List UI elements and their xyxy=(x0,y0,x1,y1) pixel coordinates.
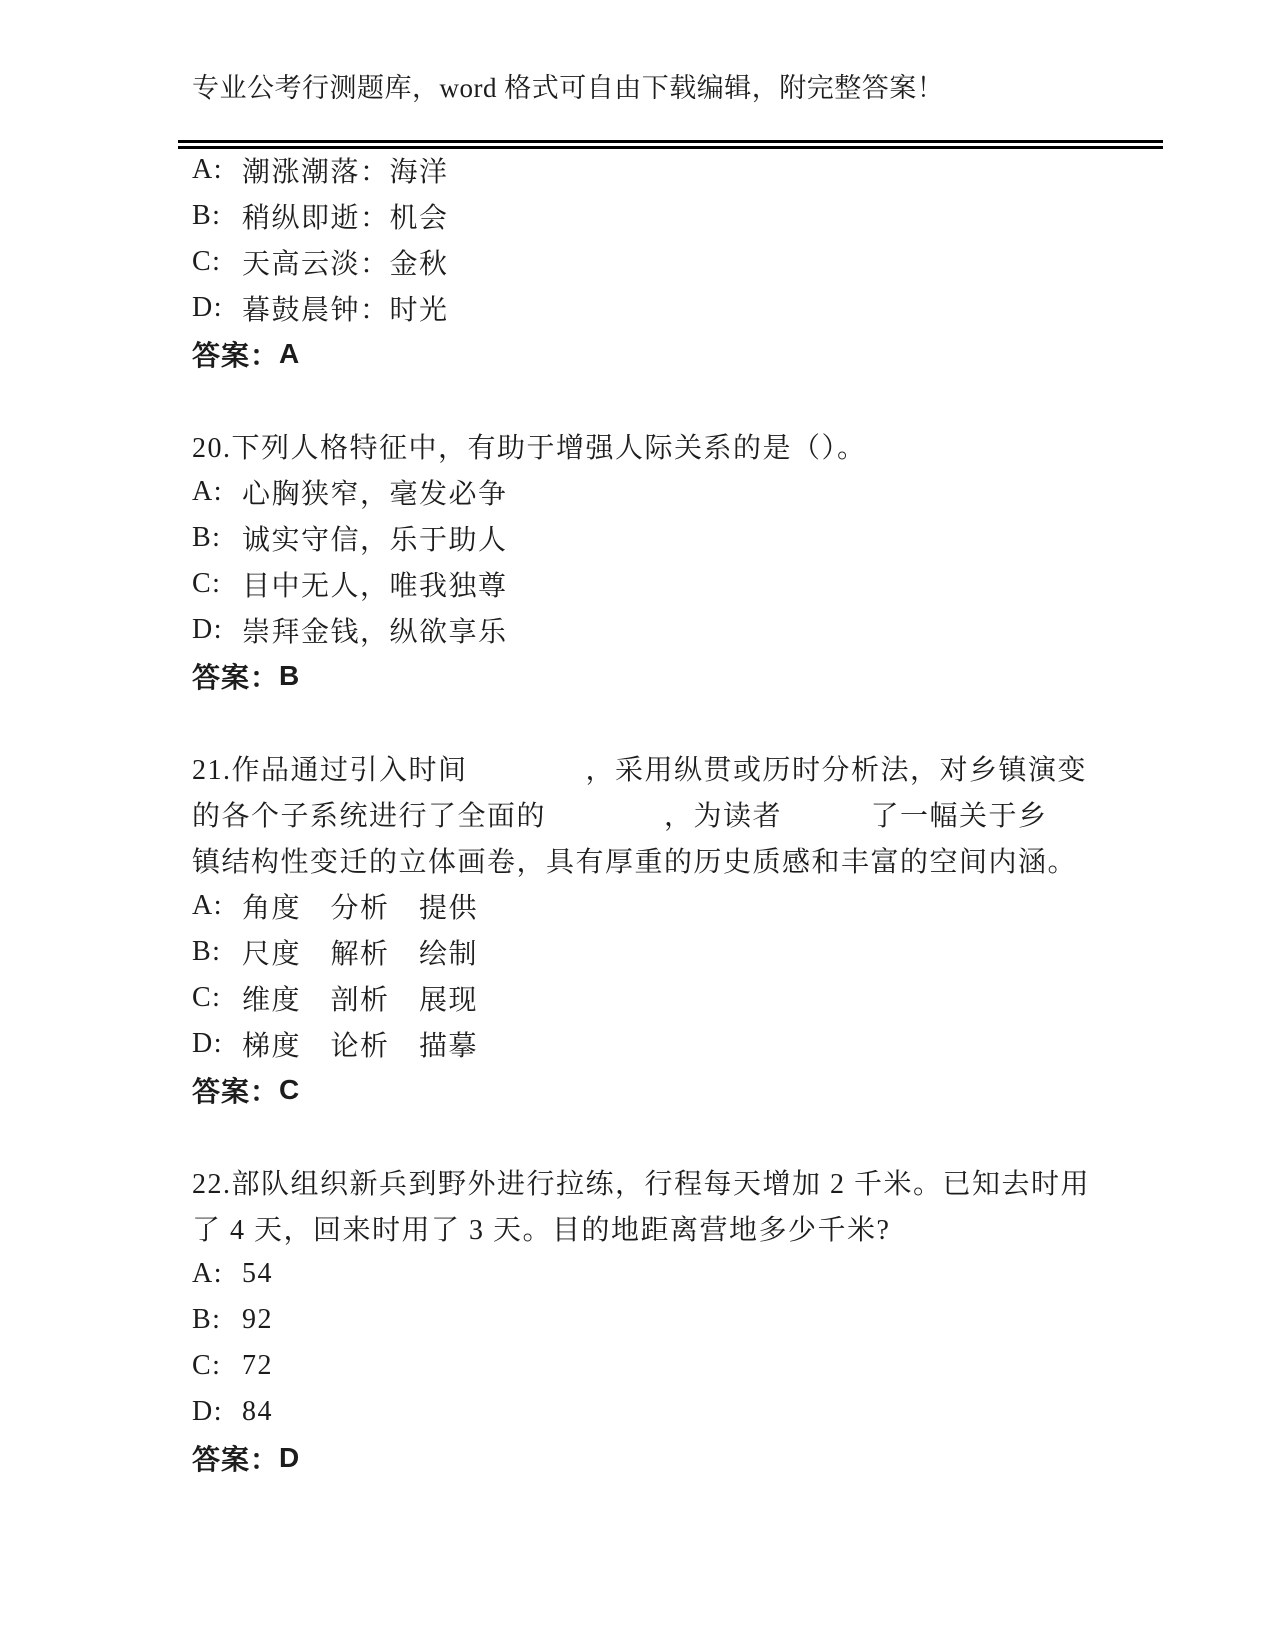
option-d xyxy=(192,1389,1177,1435)
question-text-line: 21.作品通过引入时间 ，采用纵贯或历时分析法，对乡镇演变 xyxy=(192,755,1088,786)
option-label: D: xyxy=(192,1396,223,1427)
question-text-line: 22.部队组织新兵到野外进行拉练，行程每天增加 2 千米。已知去时用 xyxy=(192,1169,1091,1200)
answer-value: A xyxy=(279,338,301,369)
option-text: 天高云淡：金秋 xyxy=(242,249,449,280)
option-label: C: xyxy=(192,1350,222,1381)
option-text: 诚实守信，乐于助人 xyxy=(242,525,508,556)
question-text-line: 了 4 天，回来时用了 3 天。目的地距离营地多少千米? xyxy=(192,1215,891,1246)
page-header-text: 专业公考行测题库，word 格式可自由下载编辑，附完整答案！ xyxy=(192,73,945,103)
option-c xyxy=(192,1343,1177,1389)
option-text: 目中无人，唯我独尊 xyxy=(242,571,508,602)
answer-line xyxy=(192,1435,1177,1481)
option-label: D: xyxy=(192,1028,223,1059)
answer-value: C xyxy=(279,1074,301,1105)
option-c xyxy=(192,975,1177,1021)
option-label: B: xyxy=(192,200,222,231)
answer-line xyxy=(192,331,1177,377)
option-text: 54 xyxy=(242,1258,273,1289)
option-label: C: xyxy=(192,568,222,599)
option-label: B: xyxy=(192,936,222,967)
option-label: D: xyxy=(192,614,223,645)
option-text: 心胸狭窄，毫发必争 xyxy=(242,479,508,510)
question-block-20 xyxy=(192,423,1177,699)
option-text: 维度 剖析 展现 xyxy=(242,985,479,1016)
option-label: C: xyxy=(192,246,222,277)
answer-value: B xyxy=(279,660,301,691)
option-label: D: xyxy=(192,292,223,323)
option-text: 84 xyxy=(242,1396,273,1427)
question-text-line: 镇结构性变迁的立体画卷，具有厚重的历史质感和丰富的空间内涵。 xyxy=(192,847,1078,878)
question-block-19-options xyxy=(192,147,1177,377)
option-text: 崇拜金钱，纵欲享乐 xyxy=(242,617,508,648)
option-b xyxy=(192,929,1177,975)
option-text: 梯度 论析 描摹 xyxy=(242,1031,479,1062)
question-text-line: 的各个子系统进行了全面的 ，为读者 了一幅关于乡 xyxy=(192,801,1048,832)
answer-value: D xyxy=(279,1442,301,1473)
option-text: 角度 分析 提供 xyxy=(242,893,479,924)
option-label: A: xyxy=(192,476,223,507)
option-text: 潮涨潮落：海洋 xyxy=(242,157,449,188)
question-block-21 xyxy=(192,745,1177,1113)
question-text-line: 20.下列人格特征中，有助于增强人际关系的是（）。 xyxy=(192,433,867,464)
question-block-22 xyxy=(192,1159,1177,1481)
option-b xyxy=(192,193,1177,239)
block-spacer xyxy=(192,1113,1177,1159)
option-text: 稍纵即逝：机会 xyxy=(242,203,449,234)
option-label: A: xyxy=(192,154,223,185)
option-label: A: xyxy=(192,1258,223,1289)
answer-label: 答案： xyxy=(192,662,280,693)
option-a xyxy=(192,147,1177,193)
answer-line xyxy=(192,1067,1177,1113)
option-text: 暮鼓晨钟：时光 xyxy=(242,295,449,326)
option-label: A: xyxy=(192,890,223,921)
option-text: 92 xyxy=(242,1304,273,1335)
block-spacer xyxy=(192,377,1177,423)
option-text: 尺度 解析 绘制 xyxy=(242,939,479,970)
answer-line xyxy=(192,653,1177,699)
option-b xyxy=(192,515,1177,561)
option-a xyxy=(192,1251,1177,1297)
block-spacer xyxy=(192,699,1177,745)
option-a xyxy=(192,469,1177,515)
option-c xyxy=(192,561,1177,607)
option-a xyxy=(192,883,1177,929)
option-label: B: xyxy=(192,1304,222,1335)
answer-label: 答案： xyxy=(192,340,280,371)
option-d xyxy=(192,285,1177,331)
option-d xyxy=(192,607,1177,653)
answer-label: 答案： xyxy=(192,1076,280,1107)
document-body xyxy=(192,147,1177,1481)
option-text: 72 xyxy=(242,1350,273,1381)
option-label: B: xyxy=(192,522,222,553)
option-b xyxy=(192,1297,1177,1343)
option-c xyxy=(192,239,1177,285)
answer-label: 答案： xyxy=(192,1444,280,1475)
option-d xyxy=(192,1021,1177,1067)
option-label: C: xyxy=(192,982,222,1013)
